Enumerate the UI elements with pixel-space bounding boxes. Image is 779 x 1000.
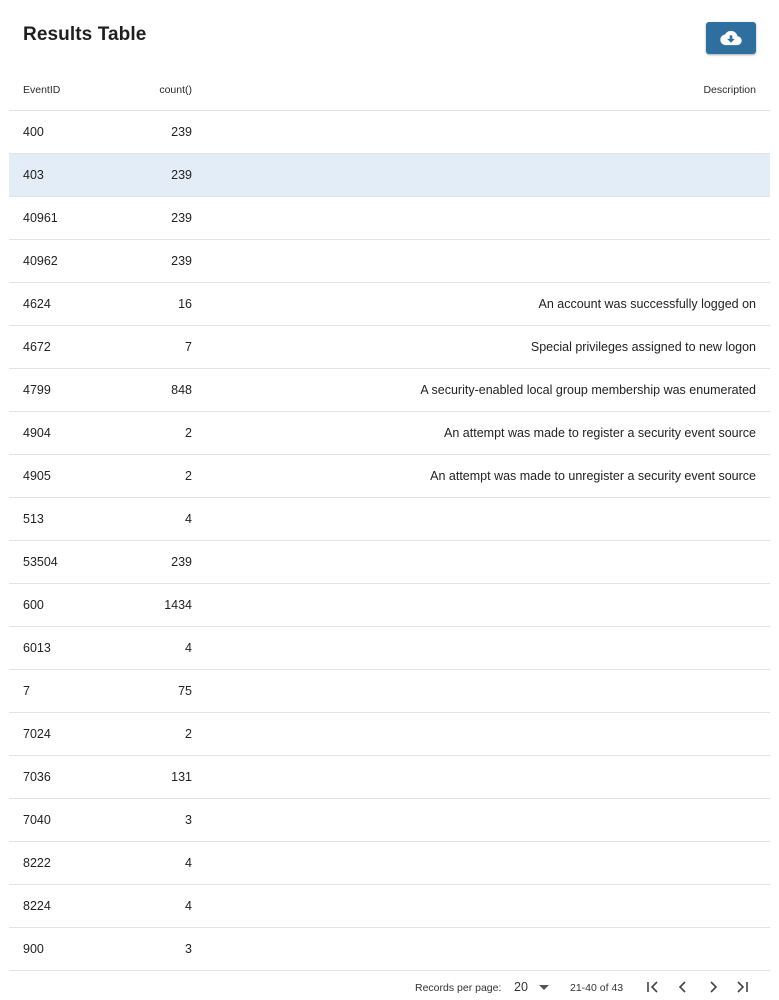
cell-count: 239 <box>171 168 192 182</box>
table-row[interactable] <box>9 498 770 541</box>
column-header-eventid[interactable]: EventID <box>23 84 61 96</box>
cell-eventid: 513 <box>23 512 44 526</box>
cell-count: 4 <box>185 512 192 526</box>
header <box>0 0 779 76</box>
table-row[interactable] <box>9 111 770 154</box>
cell-count: 3 <box>185 813 192 827</box>
cell-eventid: 7024 <box>23 727 51 741</box>
cell-description: An attempt was made to register a security event source <box>444 426 756 440</box>
table-row[interactable] <box>9 713 770 756</box>
table-row[interactable] <box>9 326 770 369</box>
cell-count: 239 <box>171 211 192 225</box>
next-page-button[interactable] <box>703 978 723 996</box>
records-per-page-label: Records per page: <box>415 982 502 994</box>
cell-eventid: 4904 <box>23 426 51 440</box>
table-row[interactable] <box>9 154 770 197</box>
table-body <box>9 111 770 971</box>
table-row[interactable] <box>9 455 770 498</box>
cell-eventid: 403 <box>23 168 44 182</box>
previous-page-button[interactable] <box>673 978 693 996</box>
cell-count: 16 <box>178 297 192 311</box>
cell-count: 4 <box>185 856 192 870</box>
cell-count: 131 <box>171 770 192 784</box>
column-header-count[interactable]: count() <box>159 84 192 96</box>
last-page-icon <box>735 980 749 994</box>
cell-eventid: 4905 <box>23 469 51 483</box>
cell-count: 4 <box>185 641 192 655</box>
table-row[interactable] <box>9 670 770 713</box>
results-table <box>9 68 770 971</box>
caret-down-icon[interactable] <box>539 985 549 991</box>
cloud-download-icon <box>720 30 742 46</box>
records-per-page-select[interactable]: 20 <box>514 980 528 994</box>
cell-eventid: 4799 <box>23 383 51 397</box>
cell-count: 3 <box>185 942 192 956</box>
cell-count: 239 <box>171 555 192 569</box>
cell-count: 7 <box>185 340 192 354</box>
cell-count: 75 <box>178 684 192 698</box>
first-page-icon <box>646 980 660 994</box>
table-header <box>9 68 770 111</box>
table-row[interactable] <box>9 283 770 326</box>
cell-eventid: 4672 <box>23 340 51 354</box>
cell-count: 1434 <box>164 598 192 612</box>
table-row[interactable] <box>9 627 770 670</box>
table-row[interactable] <box>9 885 770 928</box>
cell-eventid: 6013 <box>23 641 51 655</box>
download-button[interactable] <box>706 22 756 54</box>
cell-eventid: 900 <box>23 942 44 956</box>
cell-description: An attempt was made to unregister a security event source <box>430 469 756 483</box>
cell-count: 848 <box>171 383 192 397</box>
cell-description: Special privileges assigned to new logon <box>530 340 756 354</box>
table-row[interactable] <box>9 584 770 627</box>
table-row[interactable] <box>9 928 770 971</box>
table-row[interactable] <box>9 240 770 283</box>
cell-eventid: 8222 <box>23 856 51 870</box>
table-row[interactable] <box>9 369 770 412</box>
cell-count: 2 <box>185 469 192 483</box>
cell-count: 2 <box>185 426 192 440</box>
column-header-description[interactable]: Description <box>703 84 756 96</box>
chevron-right-icon <box>706 980 720 994</box>
table-row[interactable] <box>9 756 770 799</box>
cell-count: 4 <box>185 899 192 913</box>
pagination <box>0 976 779 1000</box>
cell-eventid: 53504 <box>23 555 58 569</box>
table-row[interactable] <box>9 799 770 842</box>
table-row[interactable] <box>9 197 770 240</box>
first-page-button[interactable] <box>643 978 663 996</box>
cell-eventid: 7 <box>23 684 30 698</box>
table-row[interactable] <box>9 842 770 885</box>
chevron-left-icon <box>676 980 690 994</box>
last-page-button[interactable] <box>732 978 752 996</box>
cell-eventid: 600 <box>23 598 44 612</box>
cell-eventid: 40962 <box>23 254 58 268</box>
cell-eventid: 7040 <box>23 813 51 827</box>
page-title: Results Table <box>23 24 147 45</box>
page-range-text: 21-40 of 43 <box>570 982 624 994</box>
cell-description: A security-enabled local group membership was enumerated <box>420 383 756 397</box>
cell-count: 2 <box>185 727 192 741</box>
table-row[interactable] <box>9 541 770 584</box>
cell-eventid: 8224 <box>23 899 51 913</box>
cell-eventid: 7036 <box>23 770 51 784</box>
cell-eventid: 400 <box>23 125 44 139</box>
cell-description: An account was successfully logged on <box>538 297 756 311</box>
cell-count: 239 <box>171 125 192 139</box>
cell-eventid: 40961 <box>23 211 58 225</box>
table-row[interactable] <box>9 412 770 455</box>
cell-eventid: 4624 <box>23 297 51 311</box>
cell-count: 239 <box>171 254 192 268</box>
